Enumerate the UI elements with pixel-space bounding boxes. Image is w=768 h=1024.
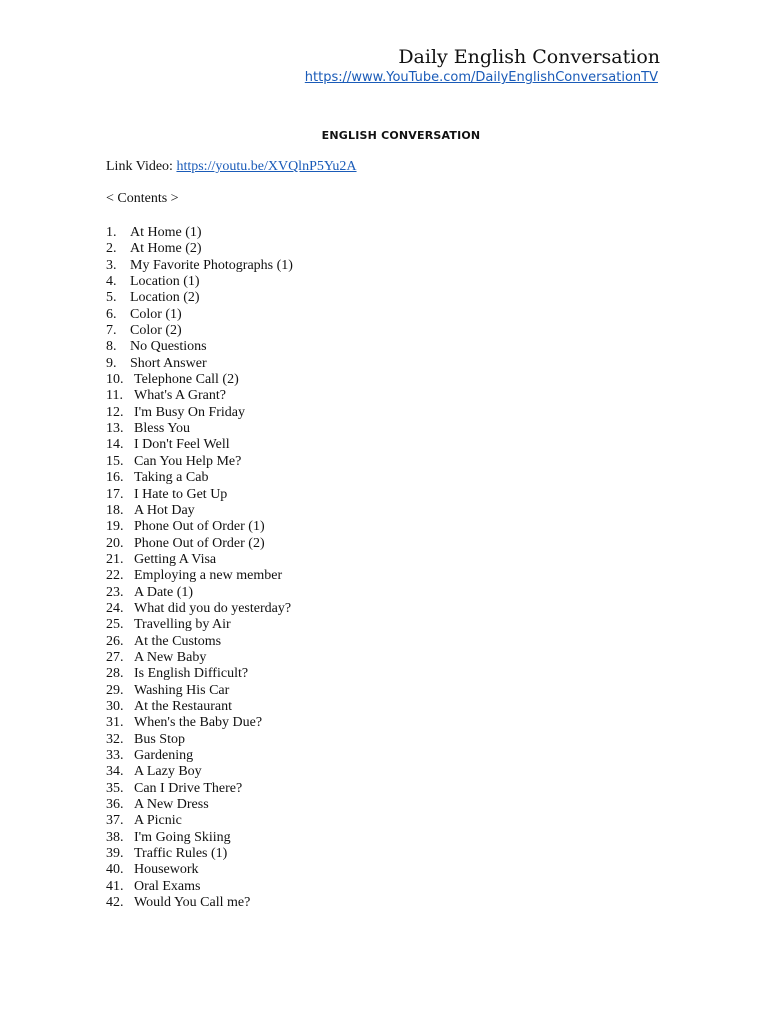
toc-item <box>106 748 293 764</box>
toc-item-title: Phone Out of Order (2) <box>134 535 265 551</box>
toc-item <box>106 274 293 290</box>
toc-item-number: 40. <box>106 862 124 878</box>
toc-item <box>106 830 293 846</box>
toc-item-title: Color (2) <box>130 323 182 339</box>
link-video-label: Link Video: <box>106 159 177 174</box>
toc-item <box>106 437 293 453</box>
toc-item-number: 12. <box>106 404 124 420</box>
toc-item <box>106 536 293 552</box>
toc-item-number: 6. <box>106 306 117 322</box>
toc-item <box>106 781 293 797</box>
toc-item-title: Location (2) <box>130 290 200 306</box>
toc-item <box>106 732 293 748</box>
toc-item-title: Employing a new member <box>134 568 283 584</box>
toc-item <box>106 879 293 895</box>
toc-item-number: 21. <box>106 551 124 567</box>
toc-item-number: 28. <box>106 666 124 682</box>
toc-item <box>106 372 293 388</box>
toc-item-title: Phone Out of Order (1) <box>134 519 265 535</box>
toc-item-title: Traffic Rules (1) <box>134 846 228 862</box>
toc-item-title: A New Dress <box>134 797 209 813</box>
link-video-line <box>106 159 357 175</box>
toc-item-number: 2. <box>106 241 117 257</box>
toc-item-title: When's the Baby Due? <box>134 715 263 731</box>
header-channel-link[interactable]: https://www.YouTube.com/DailyEnglishConversationTV <box>304 70 658 85</box>
toc-item-number: 1. <box>106 225 117 240</box>
toc-item-title: Travelling by Air <box>134 617 231 633</box>
toc-item-title: I Don't Feel Well <box>134 437 230 453</box>
toc-item <box>106 634 293 650</box>
toc-item-title: At the Restaurant <box>134 698 232 714</box>
toc-item-title: Bless You <box>134 421 191 437</box>
toc-item-number: 8. <box>106 339 117 355</box>
toc-item-number: 3. <box>106 257 117 273</box>
link-video-url[interactable]: https://youtu.be/XVQlnP5Yu2A <box>176 159 357 174</box>
toc-item <box>106 487 293 503</box>
table-of-contents <box>106 225 293 911</box>
toc-item-title: What did you do yesterday? <box>134 600 292 616</box>
toc-item <box>106 601 293 617</box>
toc-item-title: My Favorite Photographs (1) <box>130 257 293 273</box>
toc-item <box>106 552 293 568</box>
toc-item <box>106 715 293 731</box>
toc-item-number: 39. <box>106 846 124 862</box>
toc-item-title: Is English Difficult? <box>134 666 249 682</box>
toc-item-number: 19. <box>106 519 124 535</box>
toc-item-number: 7. <box>106 323 117 339</box>
toc-item <box>106 683 293 699</box>
toc-item <box>106 568 293 584</box>
toc-item-number: 15. <box>106 453 124 469</box>
toc-item-title: Location (1) <box>130 274 200 290</box>
toc-item-title: A New Baby <box>134 649 207 665</box>
toc-item-number: 4. <box>106 274 117 290</box>
toc-item <box>106 666 293 682</box>
toc-item-number: 26. <box>106 633 124 649</box>
toc-item-title: Can You Help Me? <box>134 453 242 469</box>
toc-item <box>106 764 293 780</box>
toc-item-title: Taking a Cab <box>134 470 209 486</box>
toc-item-title: At the Customs <box>134 633 222 649</box>
toc-item-number: 9. <box>106 355 117 371</box>
contents-label: < Contents > <box>106 191 179 206</box>
toc-item-number: 17. <box>106 486 124 502</box>
toc-item-number: 24. <box>106 600 124 616</box>
toc-item <box>106 503 293 519</box>
toc-item-title: Bus Stop <box>134 731 185 747</box>
header-title: Daily English Conversation <box>398 46 660 68</box>
toc-item-title: Oral Exams <box>134 878 201 894</box>
toc-item-title: Can I Drive There? <box>134 780 243 796</box>
toc-item <box>106 519 293 535</box>
toc-item-title: What's A Grant? <box>134 388 226 404</box>
toc-item <box>106 405 293 421</box>
toc-item-number: 20. <box>106 535 124 551</box>
toc-item <box>106 290 293 306</box>
toc-item <box>106 323 293 339</box>
toc-item-number: 36. <box>106 797 124 813</box>
toc-item <box>106 388 293 404</box>
toc-item <box>106 339 293 355</box>
toc-item <box>106 650 293 666</box>
toc-item-number: 14. <box>106 437 124 453</box>
toc-item-number: 37. <box>106 813 124 829</box>
toc-item-title: Housework <box>134 862 199 878</box>
toc-item-number: 25. <box>106 617 124 633</box>
toc-item <box>106 813 293 829</box>
toc-item <box>106 307 293 323</box>
toc-item-title: I'm Going Skiing <box>134 829 231 845</box>
document-heading: ENGLISH CONVERSATION <box>321 129 481 142</box>
toc-item-title: At Home (1) <box>130 225 202 240</box>
toc-item <box>106 797 293 813</box>
toc-item <box>106 454 293 470</box>
toc-item-number: 29. <box>106 682 124 698</box>
toc-item-title: Color (1) <box>130 306 182 322</box>
toc-item <box>106 895 293 911</box>
toc-item-title: Would You Call me? <box>134 895 251 911</box>
toc-item-title: Short Answer <box>130 355 207 371</box>
toc-item-title: Telephone Call (2) <box>134 372 239 388</box>
toc-item-number: 18. <box>106 502 124 518</box>
toc-item-number: 27. <box>106 649 124 665</box>
toc-item-number: 13. <box>106 421 124 437</box>
toc-item-number: 30. <box>106 698 124 714</box>
toc-item-number: 5. <box>106 290 117 306</box>
toc-item-number: 16. <box>106 470 124 486</box>
toc-item-number: 32. <box>106 731 124 747</box>
toc-item-title: A Hot Day <box>134 502 195 518</box>
toc-item <box>106 421 293 437</box>
toc-item-title: I Hate to Get Up <box>134 486 228 502</box>
toc-item-title: At Home (2) <box>130 241 202 257</box>
toc-item <box>106 617 293 633</box>
toc-item-title: A Lazy Boy <box>134 764 202 780</box>
toc-item <box>106 699 293 715</box>
toc-item-title: Washing His Car <box>134 682 230 698</box>
toc-item-title: A Picnic <box>134 813 182 829</box>
toc-item-number: 10. <box>106 372 124 388</box>
toc-item-number: 23. <box>106 584 124 600</box>
toc-item-title: A Date (1) <box>134 584 194 600</box>
toc-item-number: 31. <box>106 715 124 731</box>
toc-item <box>106 241 293 257</box>
toc-item-number: 22. <box>106 568 124 584</box>
toc-item-title: No Questions <box>130 339 207 355</box>
toc-item <box>106 356 293 372</box>
toc-item-number: 11. <box>106 388 123 404</box>
toc-item <box>106 585 293 601</box>
toc-item <box>106 846 293 862</box>
toc-item-number: 33. <box>106 748 124 763</box>
toc-item-title: Gardening <box>134 748 194 763</box>
toc-item-title: Getting A Visa <box>134 551 217 567</box>
toc-item <box>106 470 293 486</box>
toc-item <box>106 258 293 274</box>
toc-item-number: 34. <box>106 764 124 780</box>
toc-item-title: I'm Busy On Friday <box>134 404 246 420</box>
toc-item-number: 41. <box>106 878 124 894</box>
toc-item <box>106 225 293 241</box>
toc-item-number: 35. <box>106 780 124 796</box>
toc-item <box>106 862 293 878</box>
toc-item-number: 38. <box>106 829 124 845</box>
toc-item-number: 42. <box>106 895 124 911</box>
